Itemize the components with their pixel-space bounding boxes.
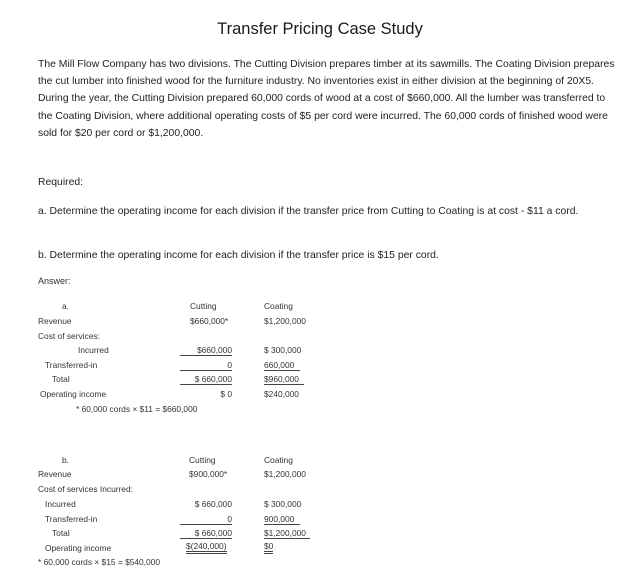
question-a: a. Determine the operating income for each division if the transfer price from Cutting to Coating is at cost - $11 a cord. — [38, 206, 579, 217]
part-b-transferred-label: Transferred-in — [45, 514, 98, 524]
part-a-incurred-label: Incurred — [78, 345, 109, 355]
part-b-total-coating: $1,200,000 — [264, 528, 310, 539]
part-b-cost-label: Cost of services Incurred: — [38, 484, 133, 494]
required-label: Required: — [38, 177, 84, 188]
part-a-incurred-coating: $ 300,000 — [264, 345, 302, 355]
part-b-revenue-coating: $1,200,000 — [264, 469, 306, 479]
part-a-oi-coating: $240,000 — [264, 389, 299, 399]
part-a-transferred-label: Transferred-in — [45, 360, 98, 370]
part-b-transferred-cutting: 0 — [180, 514, 232, 525]
part-b-oi-cutting: $(240,000) — [186, 541, 227, 554]
part-a-transferred-cutting: 0 — [180, 360, 232, 371]
answer-label: Answer: — [38, 276, 71, 286]
part-a-label: a. — [62, 301, 69, 311]
part-a-col-cutting: Cutting — [190, 301, 217, 311]
part-a-footnote: * 60,000 cords × $11 = $660,000 — [76, 404, 198, 414]
part-a-col-coating: Coating — [264, 301, 293, 311]
part-a-total-coating: $960,000 — [264, 374, 304, 385]
part-a-revenue-coating: $1,200,000 — [264, 316, 306, 326]
part-b-total-label: Total — [52, 528, 70, 538]
part-a-total-label: Total — [52, 374, 70, 384]
part-a-incurred-cutting: $660,000 — [180, 345, 232, 356]
part-b-revenue-cutting: $900,000* — [189, 469, 228, 479]
page-title: Transfer Pricing Case Study — [217, 20, 423, 38]
part-b-incurred-coating: $ 300,000 — [264, 499, 302, 509]
part-b-label: b. — [62, 455, 69, 465]
part-a-oi-cutting: $ 0 — [220, 389, 232, 399]
question-b: b. Determine the operating income for each division if the transfer price is $15 per cord. — [38, 250, 439, 261]
part-a-transferred-coating: 660,000 — [264, 360, 300, 371]
part-b-incurred-cutting: $ 660,000 — [194, 499, 232, 509]
part-b-footnote: * 60,000 cords × $15 = $540,000 — [38, 557, 161, 567]
part-a-revenue-cutting: $660,000* — [190, 316, 229, 326]
part-a-total-cutting: $ 660,000 — [180, 374, 232, 385]
part-b-transferred-coating: 900,000 — [264, 514, 300, 525]
part-a-oi-label: Operating income — [40, 389, 107, 399]
part-b-revenue-label: Revenue — [38, 469, 72, 479]
part-a-revenue-label: Revenue — [38, 316, 72, 326]
part-b-total-cutting: $ 660,000 — [180, 528, 232, 539]
part-b-incurred-label: Incurred — [45, 499, 76, 509]
case-intro: The Mill Flow Company has two divisions. The Cutting Division prepares timber at its sawmills. The Coating Division prepares the cut lumber into finished wood for the furniture industry. No inventories exist in either division at the beginning of 20X5. During the year, the Cutting Division prepared 60,000 cords of wood at a cost of $660,000. All the lumber was transferred to the Coating Division, where additional operating costs of $5 per cord were incurred. The 60,000 cords of finished wood were sold for $20 per cord or $1,200,000. — [38, 59, 615, 139]
part-b-oi-label: Operating income — [45, 543, 112, 553]
part-b-col-coating: Coating — [264, 455, 293, 465]
part-b-oi-coating: $0 — [264, 541, 273, 554]
part-a-cost-label: Cost of services: — [38, 331, 100, 341]
part-b-col-cutting: Cutting — [189, 455, 216, 465]
